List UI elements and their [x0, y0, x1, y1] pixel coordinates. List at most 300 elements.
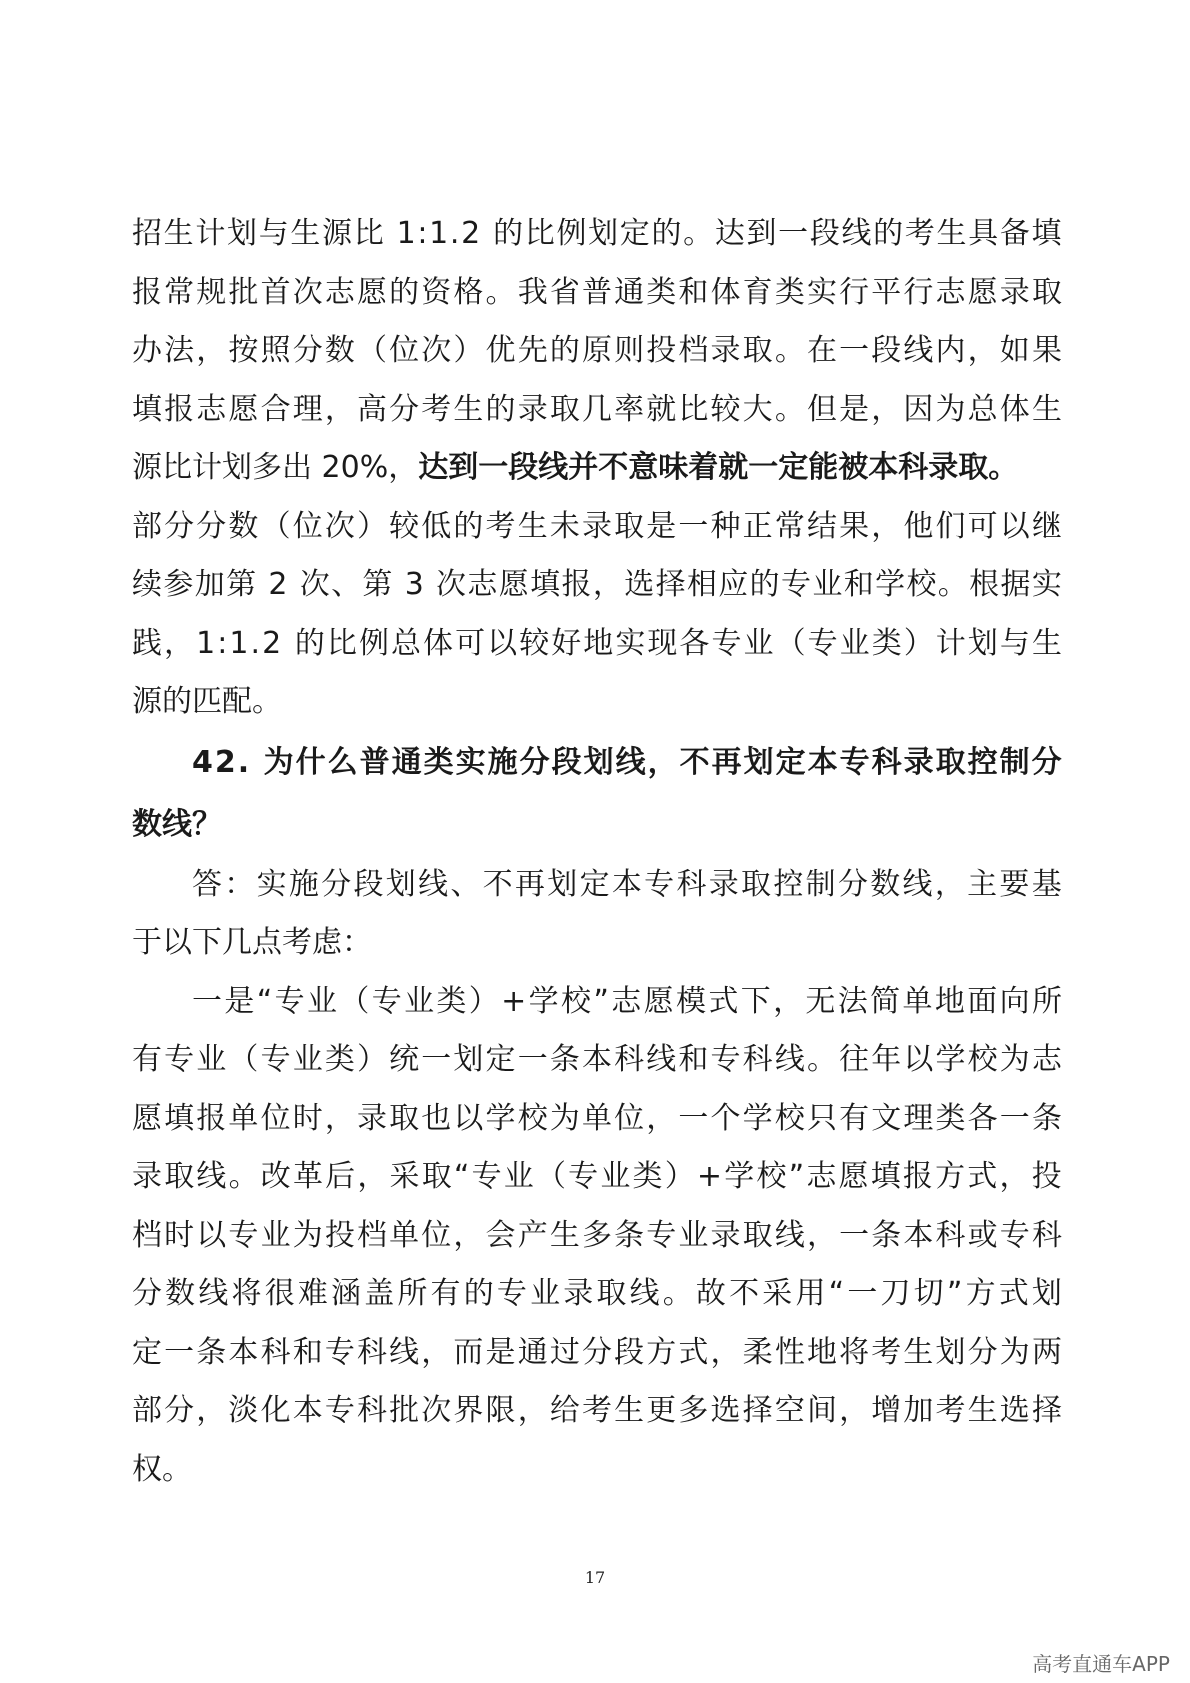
glyph: 考	[581, 1393, 612, 1428]
glyph: 线	[389, 1334, 420, 1370]
glyph: 控	[773, 866, 804, 902]
glyph: 专	[228, 1217, 259, 1253]
glyph: 的	[749, 567, 780, 602]
glyph: 理	[292, 391, 323, 427]
glyph: 生	[290, 216, 321, 251]
glyph: 学	[528, 983, 559, 1019]
glyph: 育	[742, 274, 773, 310]
glyph: 与	[258, 216, 289, 251]
glyph: 生	[614, 1393, 645, 1428]
glyph: 专	[710, 1042, 741, 1077]
glyph: 部	[132, 1393, 162, 1428]
glyph: 两	[1031, 1334, 1062, 1370]
glyph: 继	[1031, 508, 1062, 544]
glyph: 给	[549, 1393, 580, 1428]
point-line	[132, 1265, 1062, 1324]
glyph: 几	[581, 391, 612, 427]
glyph: 考	[485, 508, 516, 544]
glyph: 业	[812, 567, 843, 602]
glyph: ”	[788, 1159, 805, 1194]
bold-emphasis-text: 达到一段线并不意味着就一定能被本科录取。	[418, 450, 1019, 485]
glyph: 。	[806, 1042, 837, 1077]
glyph: 所	[397, 1276, 428, 1311]
watermark-text: 高考直通车APP	[1032, 1652, 1170, 1676]
glyph: 刀	[880, 1276, 911, 1311]
glyph: 以	[487, 625, 518, 661]
glyph: 空	[774, 1393, 805, 1428]
glyph: 专	[324, 1334, 355, 1370]
glyph: ，	[357, 1159, 388, 1194]
glyph: 再	[514, 866, 545, 902]
glyph: 较	[519, 625, 550, 661]
glyph: 单	[902, 983, 933, 1019]
glyph: 批	[228, 274, 259, 310]
glyph: 实	[1031, 567, 1062, 602]
glyph: 业	[530, 1276, 561, 1311]
glyph: 档	[356, 1217, 387, 1253]
glyph: 专	[711, 625, 742, 661]
glyph: 志	[196, 391, 227, 427]
glyph: 以	[453, 1100, 484, 1136]
glyph: 理	[903, 1100, 934, 1136]
glyph: （	[339, 983, 370, 1019]
glyph: 业	[196, 1042, 227, 1077]
glyph: 性	[774, 1334, 805, 1370]
glyph: 是	[224, 983, 255, 1019]
glyph: 2	[214, 744, 236, 780]
glyph: 科	[260, 1334, 291, 1370]
glyph: 式	[678, 1334, 709, 1370]
glyph: +	[696, 1159, 723, 1194]
glyph: 相	[686, 567, 717, 602]
glyph: 学	[935, 1042, 966, 1077]
glyph: 生	[903, 1334, 934, 1370]
glyph: ，	[196, 333, 227, 368]
glyph: 志	[611, 983, 642, 1019]
glyph: 总	[391, 625, 421, 661]
glyph: 不	[482, 866, 513, 902]
glyph: 学	[742, 1100, 773, 1136]
glyph: 未	[549, 508, 580, 544]
glyph: 考	[421, 391, 452, 427]
glyph: 分	[837, 866, 868, 902]
point-line	[132, 1090, 1062, 1149]
glyph: 类	[646, 274, 677, 310]
glyph: 填	[1031, 216, 1062, 251]
glyph: 续	[132, 567, 162, 602]
glyph: 取	[741, 866, 772, 902]
glyph: ，	[646, 1100, 677, 1136]
glyph: 比	[524, 216, 555, 251]
glyph: 数	[228, 508, 259, 544]
glyph: 为	[263, 744, 294, 780]
glyph: ，	[647, 744, 678, 780]
glyph: 的	[651, 216, 682, 251]
glyph: 革	[292, 1159, 323, 1194]
glyph: 基	[1031, 866, 1062, 902]
glyph: 与	[999, 625, 1030, 661]
paragraph-line	[132, 205, 1062, 264]
glyph: +	[501, 983, 527, 1019]
glyph: 有	[132, 1042, 162, 1077]
glyph: 省	[549, 274, 580, 310]
glyph: 平	[871, 274, 902, 310]
glyph: 要	[999, 866, 1030, 902]
glyph: 简	[870, 983, 901, 1019]
glyph: 们	[935, 508, 966, 544]
glyph: :	[417, 216, 428, 251]
glyph: 位	[260, 1100, 291, 1136]
glyph: 或	[967, 1217, 998, 1253]
glyph: 达	[714, 216, 745, 251]
glyph: 较	[389, 508, 420, 544]
glyph: 后	[325, 1159, 356, 1194]
glyph: 为	[549, 1100, 580, 1136]
glyph: 录	[581, 508, 612, 544]
glyph: 在	[806, 333, 837, 368]
glyph: 生	[967, 1393, 998, 1428]
document-body	[132, 205, 1062, 1499]
glyph: 分	[581, 1334, 612, 1370]
glyph: 业	[306, 983, 337, 1019]
glyph: 专	[839, 744, 870, 780]
glyph	[394, 556, 404, 615]
glyph: 增	[871, 1393, 902, 1428]
glyph: 类	[871, 625, 902, 661]
glyph: 一	[778, 216, 809, 251]
glyph: 部	[132, 508, 162, 544]
glyph: 。	[228, 1159, 259, 1194]
glyph: 格	[453, 274, 484, 310]
glyph: 线	[841, 216, 872, 251]
glyph: 投	[1031, 1159, 1062, 1194]
glyph: ）	[468, 983, 499, 1019]
glyph: 划	[1031, 1276, 1062, 1311]
glyph: 2	[262, 625, 282, 661]
glyph: 本	[611, 866, 642, 902]
paragraph-line	[132, 498, 1062, 557]
glyph: 业	[260, 1217, 291, 1253]
glyph: 专	[999, 1217, 1030, 1253]
glyph: 单	[581, 1100, 612, 1136]
glyph: 更	[646, 1393, 677, 1428]
glyph: 划	[935, 1334, 966, 1370]
glyph: 合	[260, 391, 291, 427]
glyph: 愿	[356, 274, 387, 310]
glyph: 有	[430, 1276, 461, 1311]
glyph: 、	[450, 866, 481, 902]
glyph: 批	[389, 1393, 420, 1428]
glyph: 业	[292, 1042, 323, 1077]
glyph: 分	[389, 391, 420, 427]
glyph: 愿	[132, 1100, 162, 1136]
paragraph-line	[132, 439, 1062, 498]
glyph: 向	[999, 983, 1030, 1019]
glyph: 和	[843, 567, 874, 602]
glyph: 不	[679, 744, 710, 780]
glyph: 控	[967, 744, 998, 780]
glyph: 方	[646, 1334, 677, 1370]
glyph: 多	[581, 1217, 612, 1253]
glyph: 定	[485, 1042, 516, 1077]
glyph: 据	[1000, 567, 1031, 602]
glyph	[385, 205, 395, 264]
glyph: 备	[999, 216, 1030, 251]
glyph: 录	[563, 1276, 594, 1311]
glyph: 生	[163, 216, 194, 251]
point-line	[132, 1324, 1062, 1383]
glyph: 填	[164, 1100, 195, 1136]
glyph: 生	[1031, 625, 1062, 661]
glyph: 面	[967, 983, 998, 1019]
glyph: 到	[746, 216, 777, 251]
glyph: ，	[806, 1217, 837, 1253]
glyph: 式	[708, 983, 739, 1019]
glyph: 是	[839, 391, 870, 427]
glyph: ，	[324, 391, 355, 427]
glyph: “	[828, 1276, 845, 1311]
glyph: 取	[596, 1276, 627, 1311]
glyph: 体	[710, 274, 741, 310]
glyph: 校	[561, 983, 591, 1019]
glyph: 计	[935, 625, 966, 661]
line-text: 于以下几点考虑：	[132, 925, 372, 960]
glyph: 分	[321, 866, 352, 902]
glyph: “	[256, 983, 273, 1019]
glyph: 采	[389, 1159, 420, 1194]
glyph: 段	[809, 216, 840, 251]
glyph: 分	[132, 1276, 162, 1311]
glyph: 为	[999, 1042, 1030, 1077]
glyph: 柔	[742, 1334, 773, 1370]
glyph: 低	[421, 508, 452, 544]
glyph: 生	[549, 1217, 580, 1253]
glyph: 种	[710, 508, 741, 544]
glyph: 考	[935, 1393, 966, 1428]
glyph: 取	[549, 391, 580, 427]
glyph: 本	[903, 1217, 934, 1253]
glyph: 故	[695, 1276, 726, 1311]
glyph: 业	[839, 625, 870, 661]
glyph: 科	[1031, 1217, 1062, 1253]
glyph: 一	[839, 1217, 870, 1253]
glyph: 果	[1031, 333, 1062, 368]
glyph: ）	[664, 1159, 695, 1194]
glyph: 我	[517, 274, 548, 310]
glyph: ，	[592, 567, 623, 602]
glyph: 专	[807, 625, 838, 661]
glyph	[283, 615, 293, 674]
glyph: 例	[556, 216, 587, 251]
glyph: 取	[614, 508, 645, 544]
glyph: 段	[353, 866, 384, 902]
glyph: 愿	[967, 274, 998, 310]
glyph: 段	[614, 1334, 645, 1370]
glyph: ，	[839, 1393, 870, 1428]
glyph: 但	[806, 391, 837, 427]
glyph: 如	[999, 333, 1030, 368]
glyph: 分	[292, 333, 323, 368]
glyph: 施	[487, 744, 518, 780]
glyph: 的	[493, 216, 524, 251]
glyph: 以	[999, 508, 1030, 544]
glyph: 类	[436, 983, 467, 1019]
paragraph-line	[132, 556, 1062, 615]
glyph: （	[775, 625, 806, 661]
glyph: 业	[678, 1217, 709, 1253]
glyph: 好	[551, 625, 582, 661]
glyph: 报	[561, 567, 592, 602]
glyph: 办	[132, 333, 162, 368]
glyph: 报	[196, 1100, 227, 1136]
glyph: 有	[839, 1100, 870, 1136]
glyph: 和	[678, 1042, 709, 1077]
glyph: 加	[903, 1393, 934, 1428]
glyph: .	[250, 625, 261, 661]
glyph: 照	[260, 333, 291, 368]
glyph: 文	[871, 1100, 902, 1136]
glyph: 线	[902, 866, 933, 902]
glyph: 取	[389, 1100, 420, 1136]
glyph: 难	[297, 1276, 328, 1311]
glyph: 一	[164, 1334, 195, 1370]
glyph: 制	[999, 744, 1030, 780]
glyph: 各	[679, 625, 710, 661]
glyph: 划	[967, 625, 998, 661]
glyph: 填	[132, 391, 162, 427]
glyph: 划	[583, 744, 614, 780]
glyph: 择	[655, 567, 686, 602]
glyph: 将	[839, 1334, 870, 1370]
glyph: 生	[1031, 391, 1062, 427]
glyph: 业	[600, 1159, 631, 1194]
glyph: 志	[1031, 1042, 1062, 1077]
glyph: 再	[711, 744, 742, 780]
glyph: 线	[903, 333, 934, 368]
glyph: 用	[795, 1276, 826, 1311]
glyph: 是	[485, 1334, 516, 1370]
glyph: 一	[999, 1100, 1030, 1136]
glyph: 常	[774, 508, 805, 544]
glyph: ，	[934, 866, 965, 902]
glyph: 4	[192, 744, 213, 780]
glyph: 的	[389, 274, 420, 310]
glyph: 则	[614, 333, 645, 368]
glyph: ：	[224, 866, 255, 902]
point-line	[132, 973, 1062, 1032]
glyph: 时	[164, 1217, 195, 1253]
glyph: 取	[1031, 274, 1062, 310]
glyph: 统	[389, 1042, 420, 1077]
glyph: 普	[581, 274, 612, 310]
glyph: 学	[724, 1159, 755, 1194]
glyph: “	[453, 1159, 470, 1194]
glyph: 本	[292, 1393, 323, 1428]
glyph: 施	[288, 866, 319, 902]
glyph: 率	[614, 391, 645, 427]
glyph: ，	[453, 1217, 484, 1253]
glyph: 愿	[228, 391, 259, 427]
glyph: 取	[742, 1217, 773, 1253]
glyph: （	[535, 1159, 566, 1194]
glyph: 体	[999, 391, 1030, 427]
glyph: 第	[362, 567, 393, 602]
glyph: 科	[676, 866, 707, 902]
glyph: 条	[549, 1042, 580, 1077]
glyph: 线	[615, 744, 646, 780]
glyph: 段	[871, 333, 902, 368]
glyph: 、	[331, 567, 362, 602]
glyph: ，	[967, 333, 998, 368]
glyph: 可	[455, 625, 486, 661]
glyph: 科	[871, 744, 902, 780]
glyph: 选	[624, 567, 655, 602]
glyph: 方	[935, 1159, 966, 1194]
glyph: 为	[999, 1334, 1030, 1370]
glyph: 条	[614, 1217, 645, 1253]
glyph: 录	[132, 1159, 162, 1194]
glyph: 普	[359, 744, 390, 780]
glyph: 主	[967, 866, 998, 902]
glyph: 过	[549, 1334, 580, 1370]
glyph: ，	[710, 1334, 741, 1370]
glyph: 地	[934, 983, 965, 1019]
glyph: 次	[292, 274, 323, 310]
glyph: 改	[260, 1159, 291, 1194]
glyph: 专	[644, 866, 675, 902]
glyph: 结	[806, 508, 837, 544]
answer-line	[132, 914, 1062, 973]
paragraph-line	[132, 322, 1062, 381]
glyph: 他	[903, 508, 934, 544]
glyph: 。	[774, 391, 805, 427]
glyph: ”	[593, 983, 609, 1019]
glyph: 分	[164, 508, 195, 544]
glyph: 规	[196, 274, 227, 310]
glyph: 分	[164, 1393, 195, 1428]
glyph: 次	[299, 567, 330, 602]
glyph: 录	[999, 274, 1030, 310]
glyph: 果	[839, 508, 870, 544]
glyph: 1	[196, 625, 216, 661]
point-line	[132, 1207, 1062, 1266]
glyph: 一	[421, 1042, 452, 1077]
glyph: 先	[517, 333, 548, 368]
glyph: 。	[683, 216, 714, 251]
glyph: 科	[356, 1393, 387, 1428]
glyph: 1	[396, 216, 416, 251]
glyph: 的	[549, 333, 580, 368]
glyph: 投	[324, 1217, 355, 1253]
glyph: 法	[164, 333, 195, 368]
glyph: 次	[436, 567, 467, 602]
glyph: 为	[292, 1217, 323, 1253]
glyph: 践	[132, 625, 162, 661]
glyph: ，	[196, 1393, 227, 1428]
glyph: 一	[192, 983, 222, 1019]
glyph: 类	[774, 274, 805, 310]
glyph: ，	[773, 983, 804, 1019]
glyph: ，	[164, 625, 195, 661]
glyph: 无	[805, 983, 836, 1019]
glyph: 线	[774, 1217, 805, 1253]
glyph: 一	[517, 1042, 548, 1077]
glyph: 本	[807, 744, 838, 780]
glyph: 单	[228, 1100, 259, 1136]
glyph: 专	[324, 1393, 355, 1428]
glyph: 划	[227, 216, 258, 251]
glyph: 愿	[643, 983, 674, 1019]
